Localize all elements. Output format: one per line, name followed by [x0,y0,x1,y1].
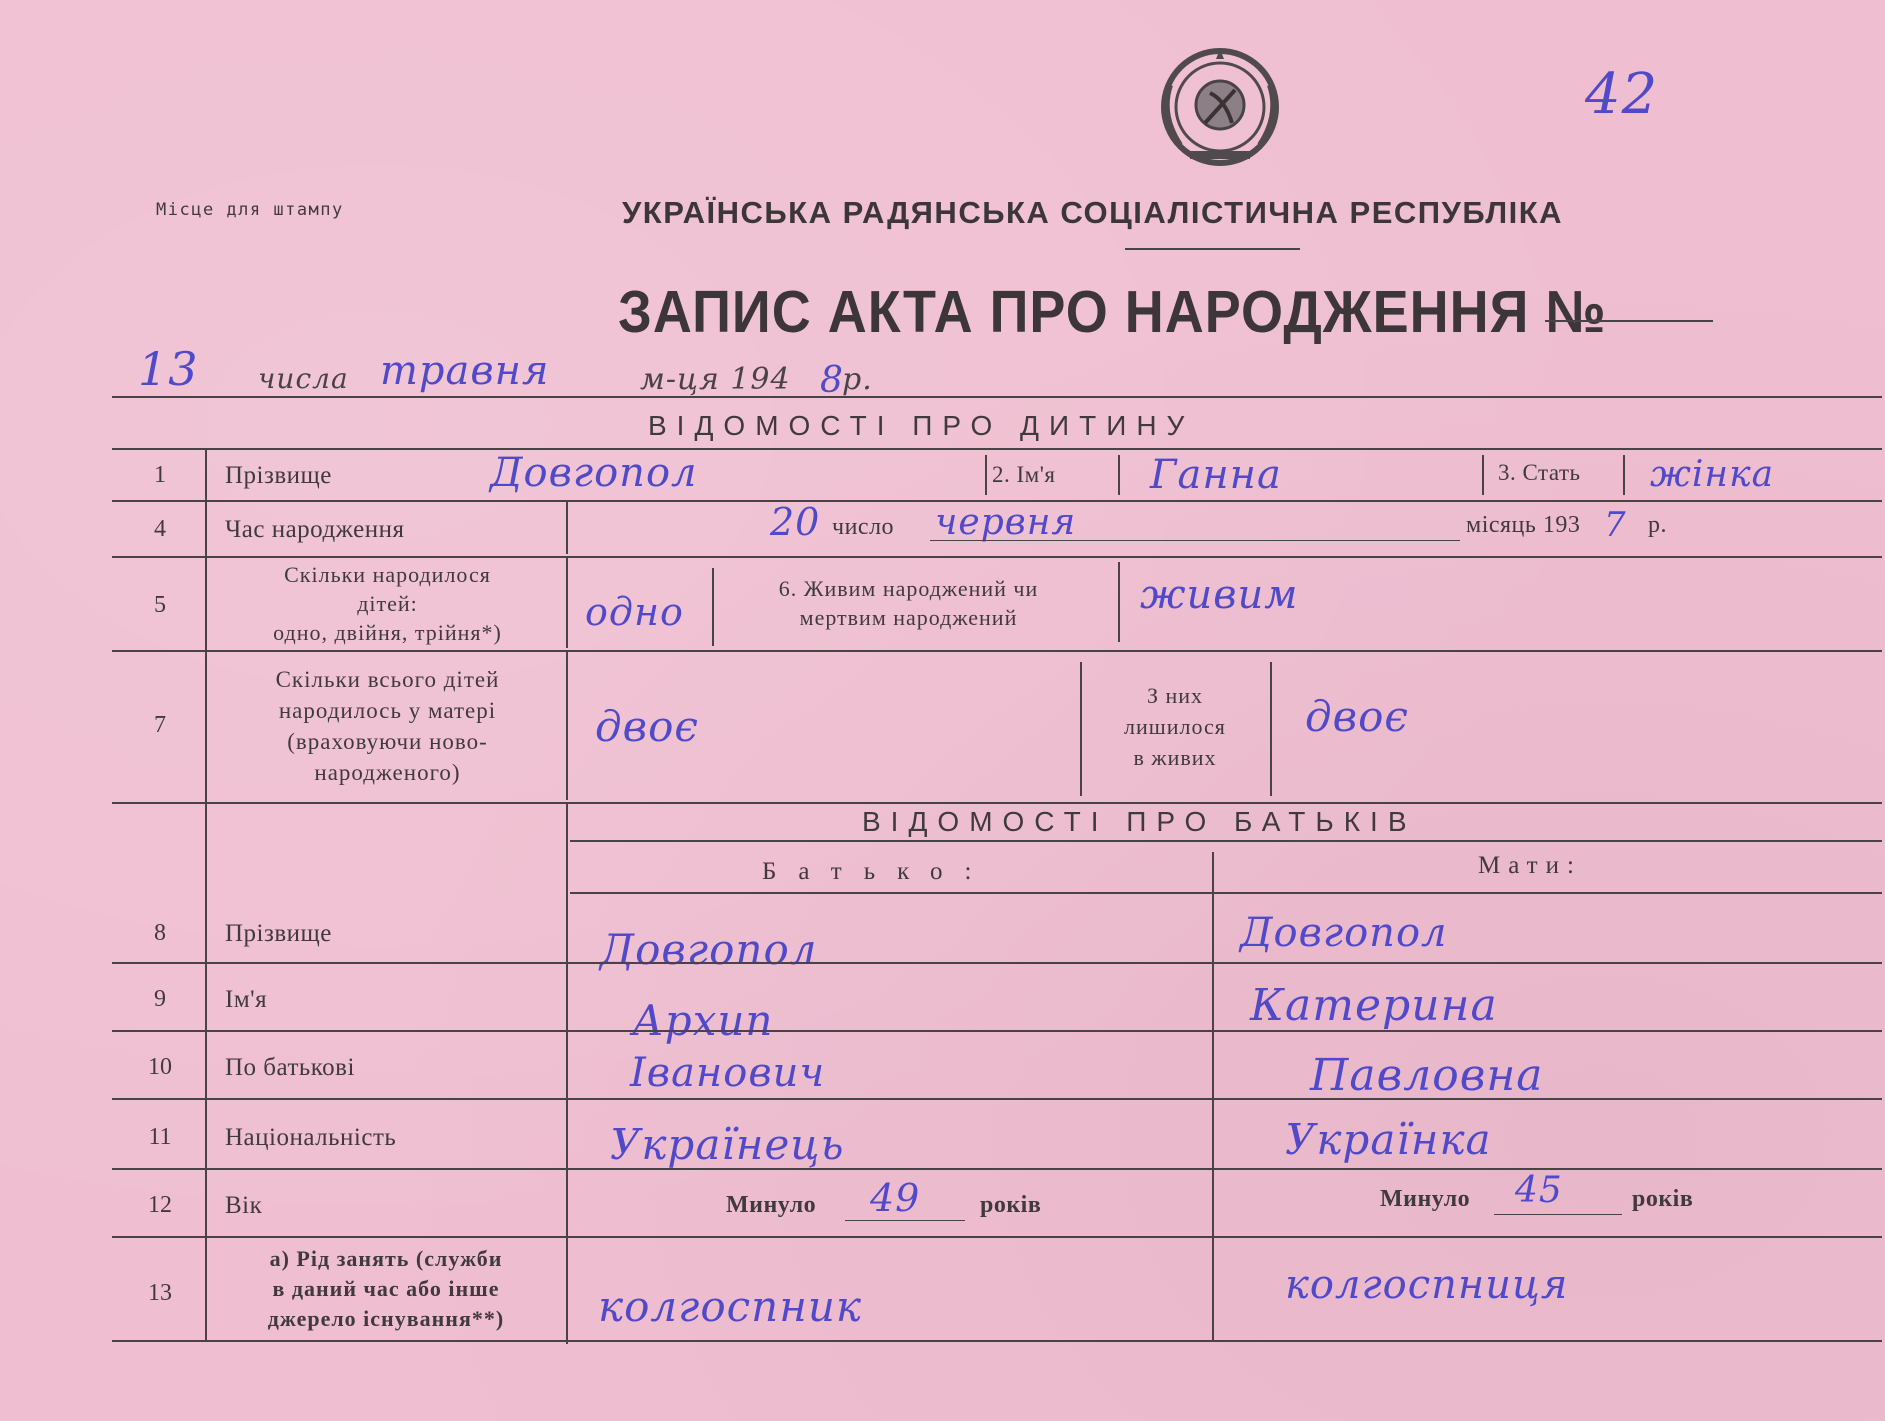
stamp-place-label: Місце для штампу [156,200,344,220]
row-7-div-b [1080,662,1082,796]
row-5-div-b [712,568,714,646]
father-nationality-value: Українець [610,1120,845,1169]
row-10-number: 10 [148,1054,172,1080]
parents-header-rule [570,892,1882,894]
child-surname-value: Довгопол [490,450,698,496]
row-5-div-c [1118,562,1120,642]
birth-month-label: місяць 193 [1466,512,1581,538]
survived-label-line-1: З них [1146,683,1204,708]
birth-month-underline [930,540,1460,541]
alive-label-line-1: 6. Живим народжений чи [778,576,1039,601]
mother-age-value: 45 [1515,1170,1563,1211]
mother-surname-value: Довгопол [1240,910,1448,956]
birth-month-value: червня [935,502,1077,543]
mother-occupation-value: колгоспниця [1285,1262,1569,1308]
alive-label-line-2: мертвим народжений [799,605,1018,630]
record-month: травня [380,348,550,394]
birth-day-label: число [832,514,895,540]
parent-patronymic-label: По батькові [225,1054,355,1081]
record-year-digit: 8 [820,360,844,401]
row-9-rule [112,1030,1882,1032]
parents-title-rule [570,840,1882,842]
total-label-line-1: Скільки всього дітей [275,667,500,692]
child-section-title: ВІДОМОСТІ ПРО ДИТИНУ [648,410,1195,441]
row-8-rule [112,962,1882,964]
parent-nationality-label: Національність [225,1124,397,1151]
child-surname-label: Прізвище [225,462,332,489]
page-number: 42 [1585,62,1659,127]
row-7-div-a [566,652,568,800]
count-label-line-3: одно, двійня, трійня*) [273,620,502,645]
row-1-div-b [1118,455,1120,495]
row-5-number: 5 [154,592,166,618]
row-1-div-c [1482,455,1484,495]
row-10-rule [112,1098,1882,1100]
parents-section-title: ВІДОМОСТІ ПРО БАТЬКІВ [862,806,1417,837]
father-age-years-label: років [980,1192,1042,1218]
child-name-label: 2. Ім'я [992,462,1056,487]
row-7-number: 7 [154,712,166,738]
father-age-underline [845,1220,965,1221]
record-day-label: числа [258,362,349,395]
child-sex-value: жінка [1650,454,1775,495]
row-7-div-c [1270,662,1272,796]
mother-age-passed-label: Минуло [1380,1186,1471,1212]
row-4-number: 4 [154,516,166,542]
row-5-div-a [566,558,568,648]
count-value: одно [585,590,684,634]
child-sex-label: 3. Стать [1498,460,1581,485]
row-13-number: 13 [148,1280,172,1306]
father-surname-value: Довгопол [600,925,818,974]
republic-heading: УКРАЇНСЬКА РАДЯНСЬКА СОЦІАЛІСТИЧНА РЕСПУБЛІКА [622,195,1564,230]
survived-label-line-2: лишилося [1124,714,1226,739]
child-name-value: Ганна [1150,452,1282,498]
record-number-line [1545,320,1713,322]
parents-label-divider [566,804,568,1344]
row-11-number: 11 [148,1124,172,1150]
row-7-rule [112,802,1882,804]
father-name-value: Архип [632,996,774,1045]
occupation-label-line-2: в даний час або інше [272,1276,500,1301]
num-col-divider [205,450,207,1340]
parent-surname-label: Прізвище [225,920,332,947]
record-month-label: м-ця 194 [640,362,791,397]
occupation-label [210,1244,562,1334]
form-title: ЗАПИС АКТА ПРО НАРОДЖЕННЯ № [618,279,1607,346]
birth-time-label: Час народження [225,516,405,543]
row-1-div-a [985,455,987,495]
mother-age-underline [1494,1214,1622,1215]
survived-label [1085,680,1265,773]
total-label-line-3: (враховуючи ново- [287,729,488,754]
row-8-number: 8 [154,920,166,946]
mother-nationality-value: Українка [1285,1115,1492,1164]
total-label [210,664,565,788]
record-year-suffix: р. [842,362,873,397]
row-4-rule [112,556,1882,558]
father-header: Батько: [762,858,994,885]
row-5-rule [112,650,1882,652]
row-12-number: 12 [148,1192,172,1218]
birth-year-suffix: р. [1648,512,1667,538]
mother-header: Мати: [1478,852,1582,879]
date-line-rule [112,396,1882,398]
birth-day-value: 20 [770,500,821,544]
occupation-label-line-3: джерело існування**) [267,1306,505,1331]
parent-name-label: Ім'я [225,986,268,1013]
row-1-number: 1 [154,462,166,488]
mother-name-value: Катерина [1250,980,1498,1031]
row-1-div-d [1623,455,1625,495]
ussr-emblem-icon [1150,45,1290,175]
child-title-rule [112,448,1882,450]
row-4-divider [566,502,568,554]
father-patronymic-value: Іванович [630,1050,826,1096]
father-age-value: 49 [870,1176,921,1220]
count-label-line-1: Скільки народилося [284,562,491,587]
father-mother-divider [1212,852,1214,1342]
parent-age-label: Вік [225,1192,263,1219]
total-value: двоє [595,702,699,751]
row-13-rule [112,1340,1882,1342]
record-day: 13 [138,342,199,396]
row-9-number: 9 [154,986,166,1012]
alive-label [716,574,1101,632]
alive-value: живим [1140,572,1299,618]
row-11-rule [112,1168,1882,1170]
mother-age-years-label: років [1632,1186,1694,1212]
survived-label-line-3: в живих [1133,745,1217,770]
occupation-label-line-1: а) Рід занять (служби [269,1246,503,1271]
total-label-line-2: народилось у матері [278,698,497,723]
birth-year-digit: 7 [1604,505,1627,545]
mother-patronymic-value: Павловна [1310,1050,1544,1101]
count-label [210,560,565,647]
survived-value: двоє [1305,692,1409,741]
total-label-line-4: народженого) [314,760,461,785]
row-12-rule [112,1236,1882,1238]
father-occupation-value: колгоспник [598,1282,862,1331]
republic-underline [1125,248,1300,250]
father-age-passed-label: Минуло [726,1192,817,1218]
count-label-line-2: дітей: [357,591,418,616]
